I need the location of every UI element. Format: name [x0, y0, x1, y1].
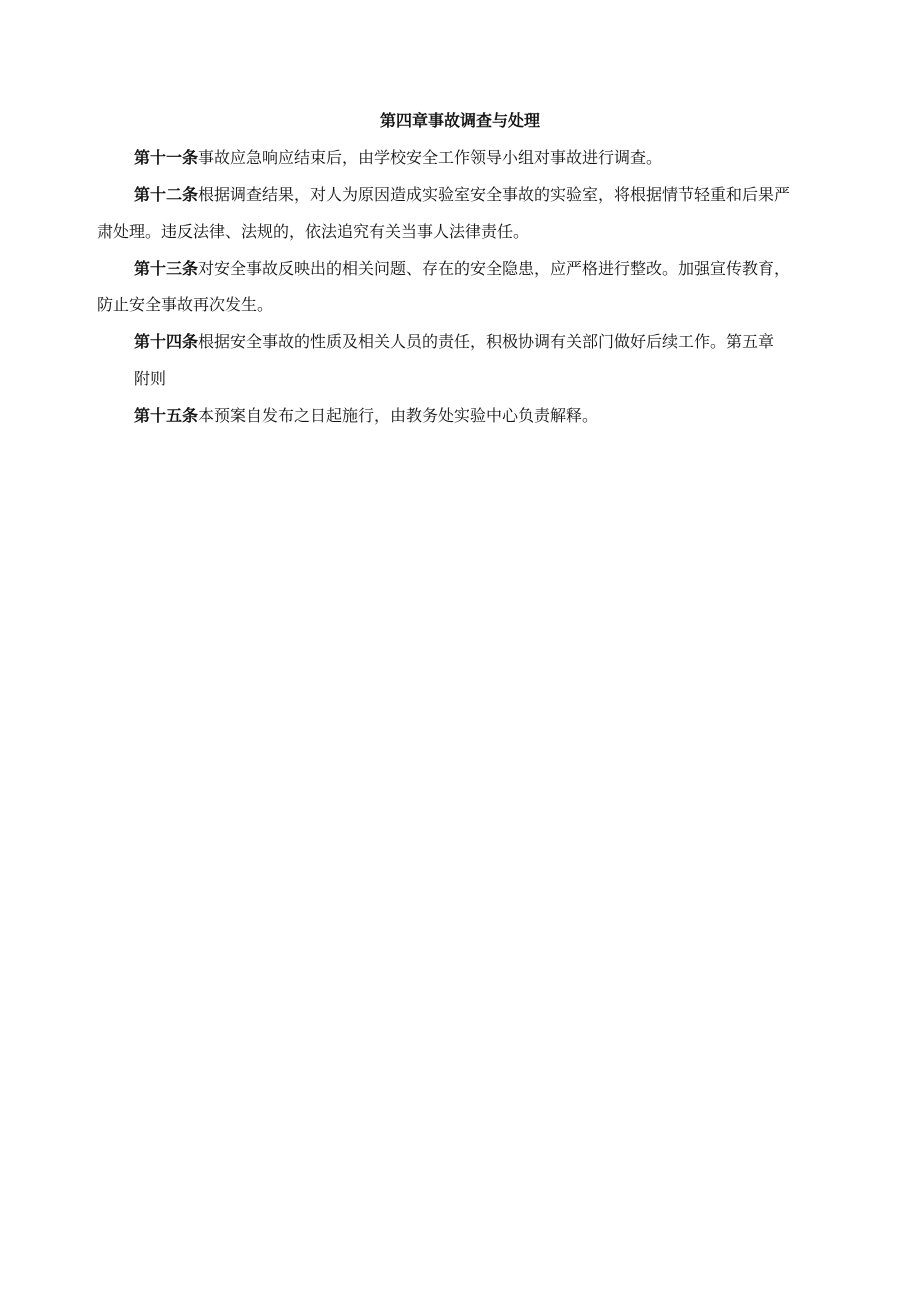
article-12-text: 根据调查结果，对人为原因造成实验室安全事故的实验室，将根据情节轻重和后果严: [198, 185, 791, 204]
article-12-number: 第十二条: [134, 185, 199, 204]
article-14-line-1: [134, 332, 774, 352]
article-13-number: 第十三条: [134, 259, 199, 278]
article-15-line-1: [134, 406, 598, 426]
article-15-text: 本预案自发布之日起施行，由教务处实验中心负责解释。: [198, 406, 599, 425]
article-12-line-1: [134, 185, 790, 205]
article-13-line-2: 防止安全事故再次发生。: [97, 295, 274, 314]
chapter-heading: 第四章事故调查与处理: [379, 111, 540, 130]
article-12-line-2: 肃处理。违反法律、法规的，依法追究有关当事人法律责任。: [97, 222, 530, 241]
article-13-line-1: [134, 259, 790, 279]
article-13-text: 对安全事故反映出的相关问题、存在的安全隐患，应严格进行整改。加强宣传教育，: [198, 259, 791, 278]
article-14-number: 第十四条: [134, 332, 199, 351]
article-15-number: 第十五条: [134, 406, 199, 425]
article-14-text: 根据安全事故的性质及相关人员的责任，积极协调有关部门做好后续工作。第五章: [198, 332, 775, 351]
article-11-number: 第十一条: [134, 148, 199, 167]
article-14-line-2: 附则: [134, 369, 167, 388]
article-11-line-1: [134, 148, 662, 168]
article-11-text: 事故应急响应结束后，由学校安全工作领导小组对事故进行调查。: [198, 148, 663, 167]
